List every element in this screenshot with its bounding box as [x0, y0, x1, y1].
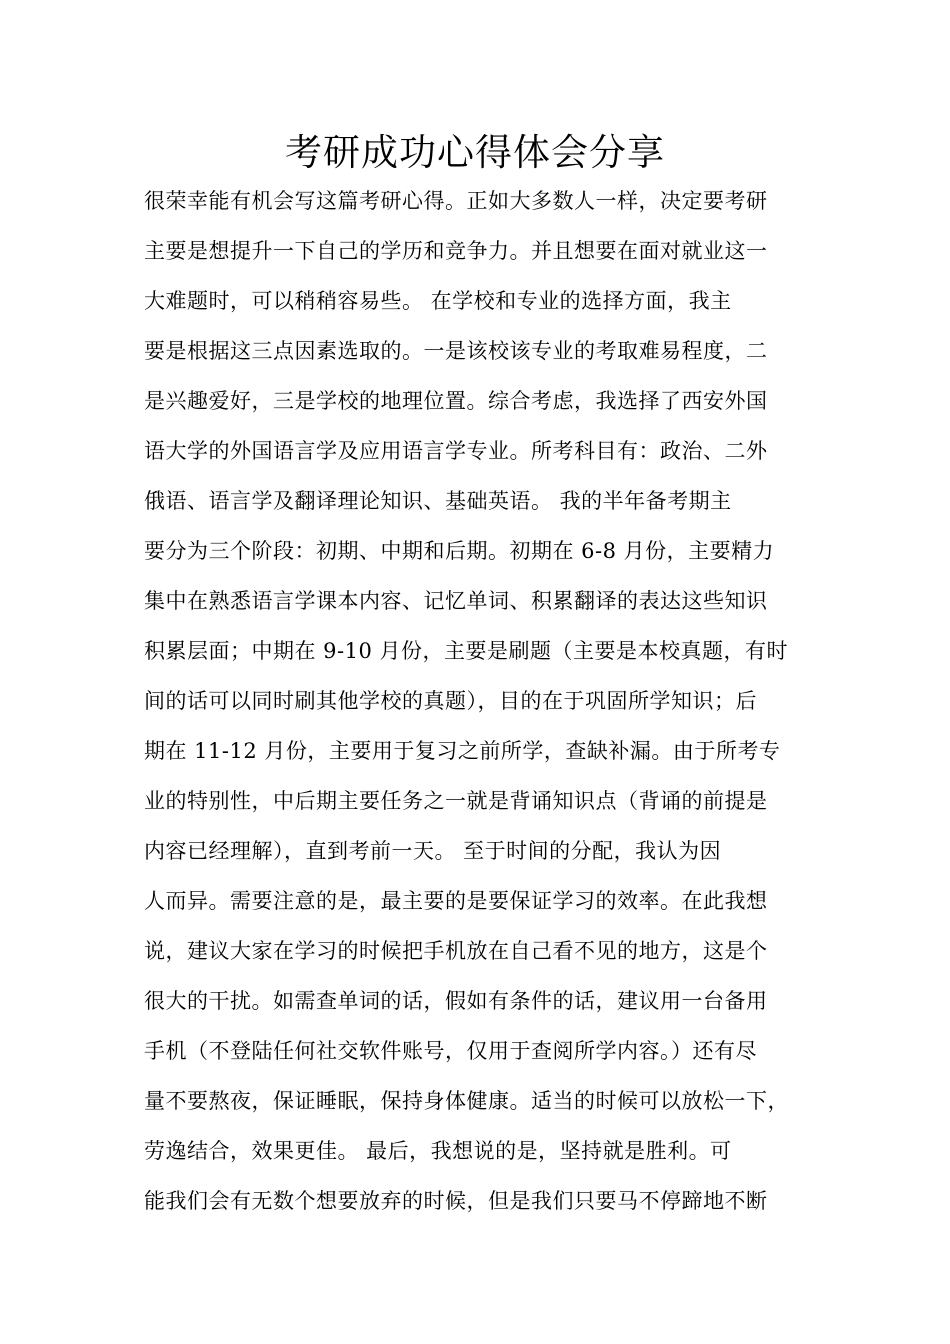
body-line: 很大的干扰。如需查单词的话，假如有条件的话，建议用一台备用 — [144, 989, 768, 1013]
body-line: 主要是想提升一下自己的学历和竞争力。并且想要在面对就业这一 — [144, 239, 768, 263]
document-title: 考研成功心得体会分享 — [285, 131, 665, 174]
body-line: 俄语、语言学及翻译理论知识、基础英语。 我的半年备考期主 — [144, 489, 732, 513]
body-line: 是兴趣爱好，三是学校的地理位置。综合考虑，我选择了西安外国 — [144, 389, 768, 413]
body-line: 说，建议大家在学习的时候把手机放在自己看不见的地方，这是个 — [144, 939, 768, 963]
body-line: 手机（不登陆任何社交软件账号，仅用于查阅所学内容。）还有尽 — [144, 1039, 757, 1063]
body-line: 积累层面；中期在 9-10 月份，主要是刷题（主要是本校真题，有时 — [144, 639, 789, 663]
body-line: 要是根据这三点因素选取的。一是该校该专业的考取难易程度，二 — [144, 339, 768, 363]
body-line: 间的话可以同时刷其他学校的真题），目的在于巩固所学知识；后 — [144, 689, 757, 713]
body-line: 期在 11-12 月份，主要用于复习之前所学，查缺补漏。由于所考专 — [144, 739, 781, 763]
body-line: 要分为三个阶段：初期、中期和后期。初期在 6-8 月份，主要精力 — [144, 539, 775, 563]
body-line: 集中在熟悉语言学课本内容、记忆单词、积累翻译的表达这些知识 — [144, 589, 768, 613]
body-line: 劳逸结合，效果更佳。 最后，我想说的是，坚持就是胜利。可 — [144, 1139, 732, 1163]
document-body — [144, 179, 824, 1229]
body-line: 大难题时，可以稍稍容易些。 在学校和专业的选择方面，我主 — [144, 289, 732, 313]
body-line: 语大学的外国语言学及应用语言学专业。所考科目有：政治、二外 — [144, 439, 768, 463]
body-line: 业的特别性，中后期主要任务之一就是背诵知识点（背诵的前提是 — [144, 789, 768, 813]
body-line: 内容已经理解），直到考前一天。 至于时间的分配，我认为因 — [144, 839, 722, 863]
body-line: 人而异。需要注意的是，最主要的是要保证学习的效率。在此我想 — [144, 889, 768, 913]
body-line: 很荣幸能有机会写这篇考研心得。正如大多数人一样，决定要考研 — [144, 189, 768, 213]
body-line: 能我们会有无数个想要放弃的时候，但是我们只要马不停蹄地不断 — [144, 1189, 768, 1213]
body-line: 量不要熬夜，保证睡眠，保持身体健康。适当的时候可以放松一下， — [144, 1089, 789, 1113]
